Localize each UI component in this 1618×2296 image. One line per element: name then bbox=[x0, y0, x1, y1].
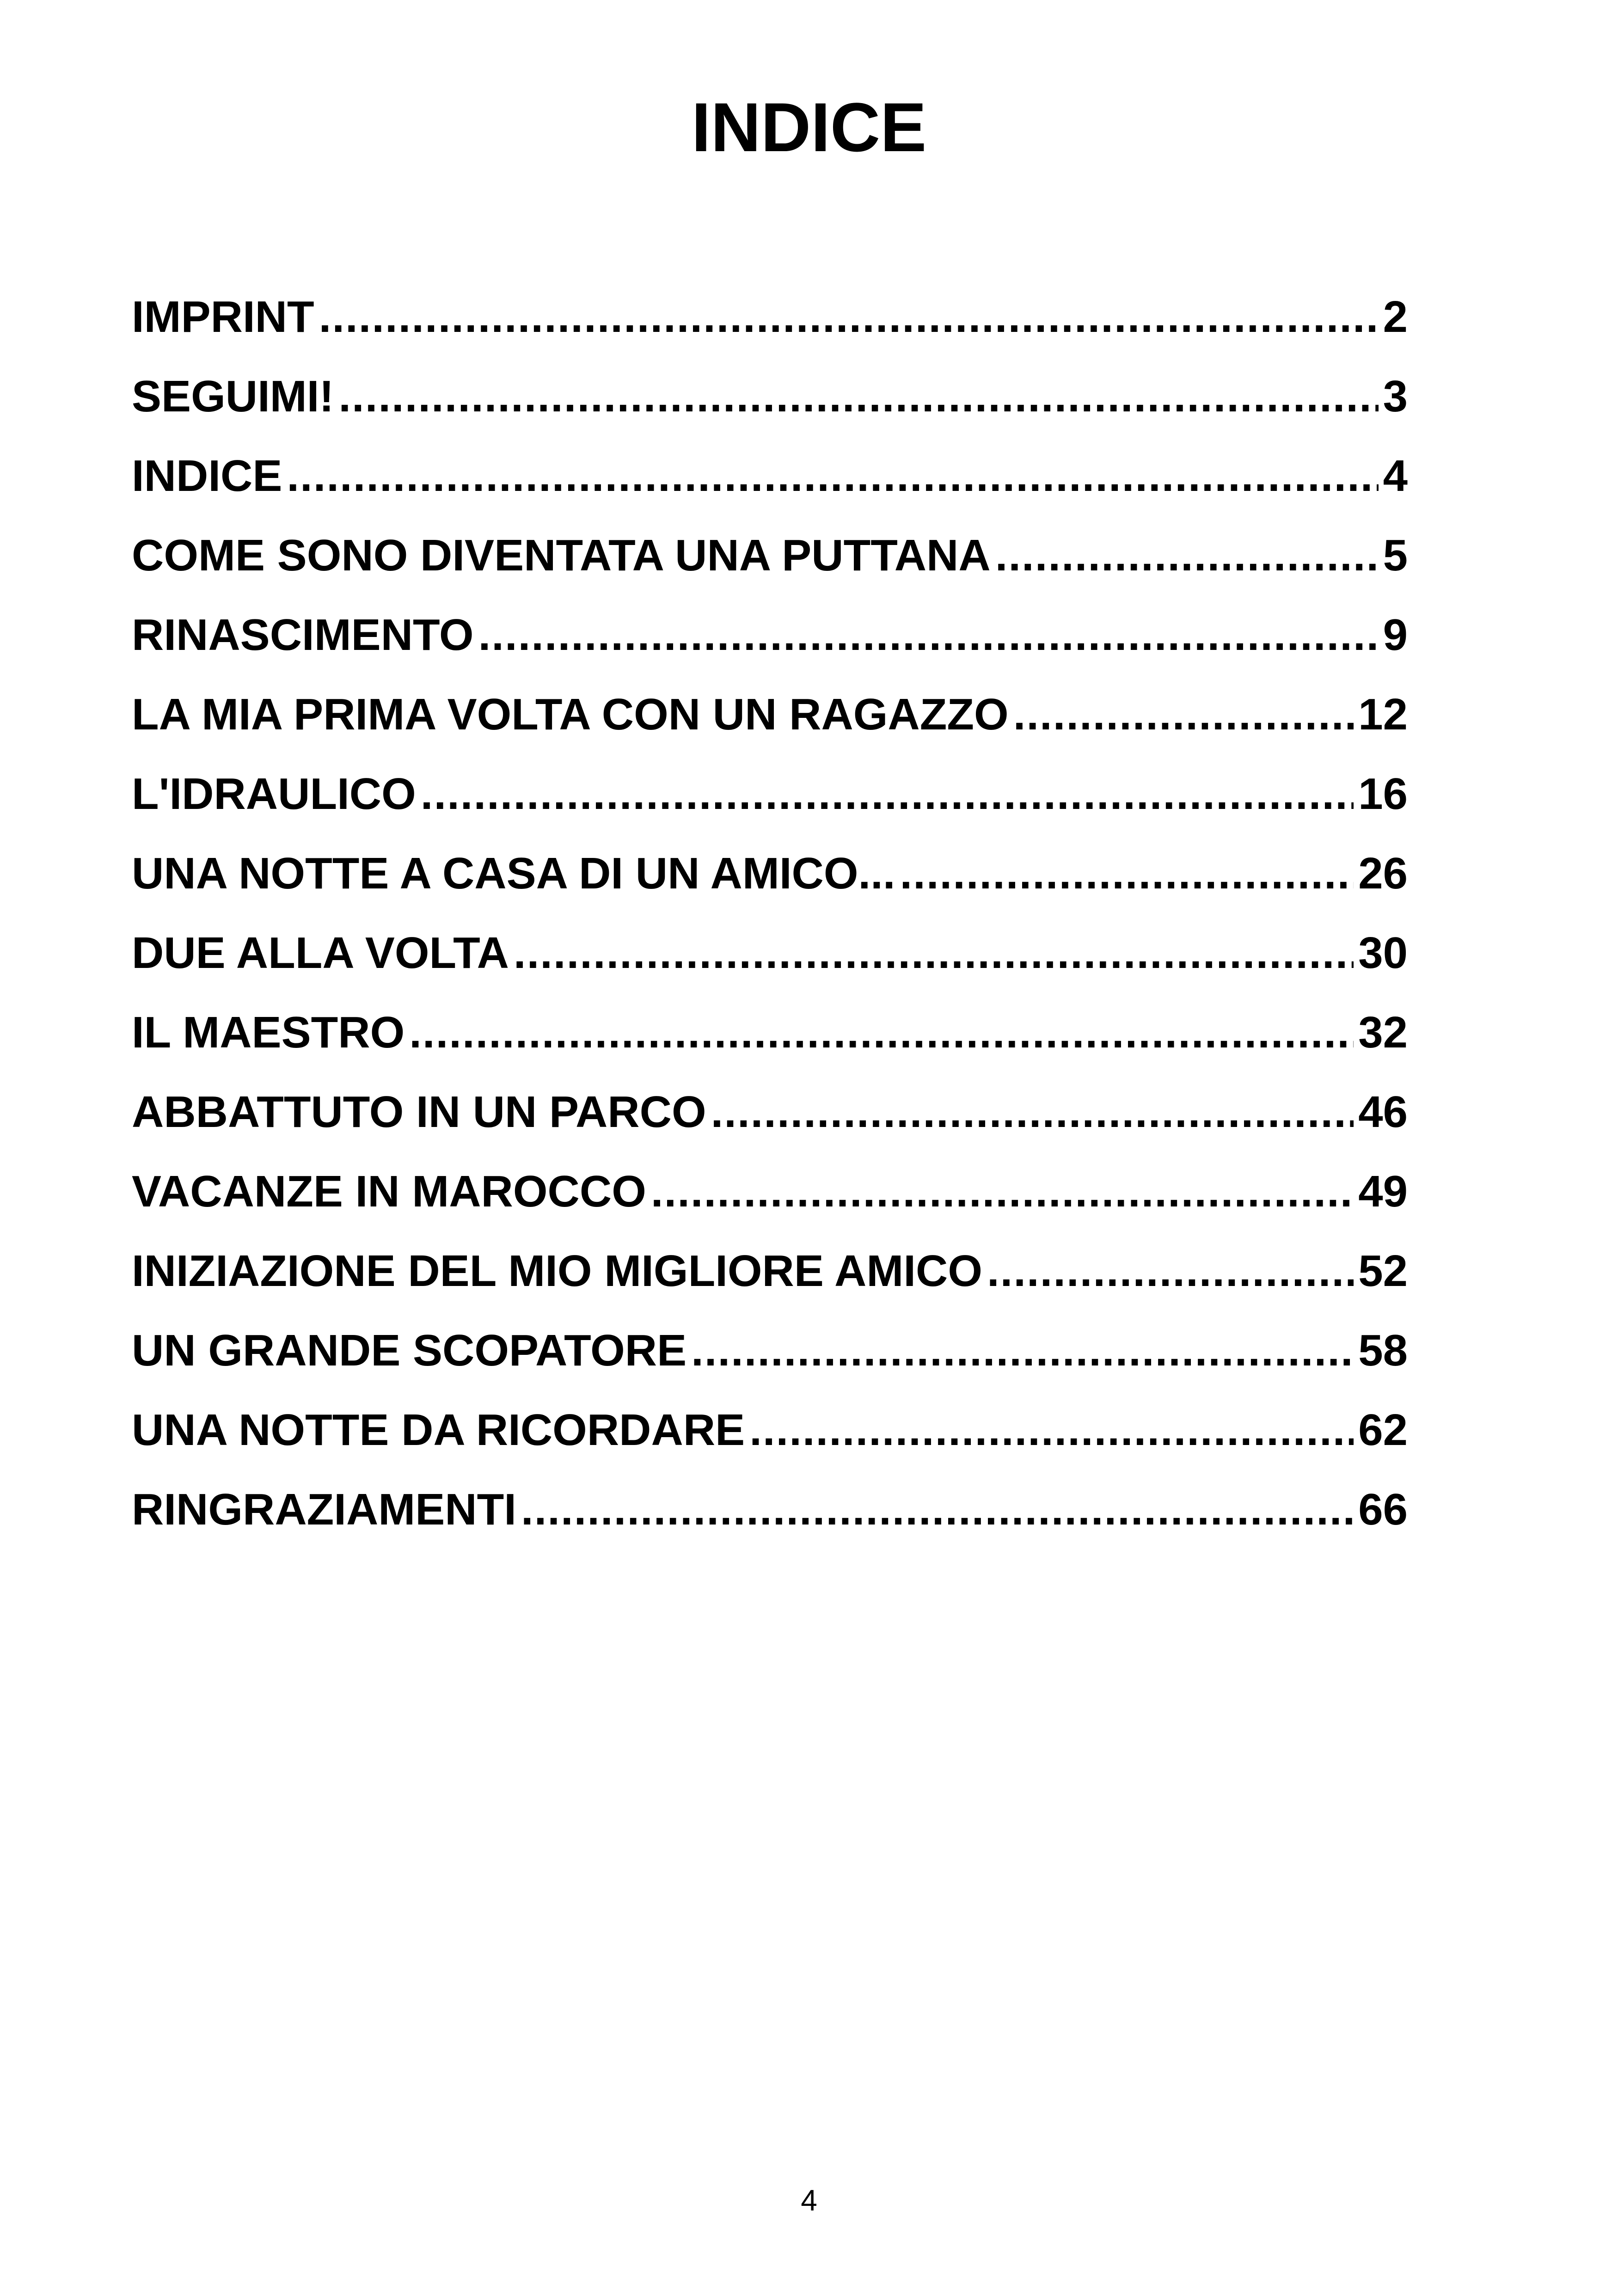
table-of-contents bbox=[132, 277, 1408, 1549]
toc-entry[interactable] bbox=[132, 357, 1408, 436]
toc-entry-title: RINASCIMENTO bbox=[132, 610, 474, 660]
toc-entry-title: LA MIA PRIMA VOLTA CON UN RAGAZZO bbox=[132, 690, 1009, 739]
toc-entry[interactable] bbox=[132, 1072, 1408, 1152]
toc-dot-leader bbox=[287, 436, 1378, 516]
toc-dot-leader bbox=[409, 993, 1354, 1072]
toc-entry[interactable] bbox=[132, 1390, 1408, 1470]
toc-entry-page: 9 bbox=[1383, 610, 1408, 660]
toc-entry-title: SEGUIMI! bbox=[132, 372, 334, 421]
toc-entry-title: INDICE bbox=[132, 451, 282, 501]
toc-entry-page: 16 bbox=[1358, 769, 1408, 819]
toc-entry-page: 46 bbox=[1358, 1087, 1408, 1137]
page-title: INDICE bbox=[691, 88, 927, 166]
toc-entry[interactable] bbox=[132, 1152, 1408, 1231]
toc-entry-page: 3 bbox=[1383, 372, 1408, 421]
toc-entry[interactable] bbox=[132, 1231, 1408, 1311]
toc-entry[interactable] bbox=[132, 834, 1408, 913]
toc-dot-leader bbox=[900, 834, 1354, 913]
toc-entry-title: DUE ALLA VOLTA bbox=[132, 928, 509, 978]
toc-entry-title: COME SONO DIVENTATA UNA PUTTANA bbox=[132, 531, 991, 580]
toc-entry-page: 58 bbox=[1358, 1326, 1408, 1375]
toc-entry-page: 12 bbox=[1358, 690, 1408, 739]
toc-entry-title: UNA NOTTE A CASA DI UN AMICO... bbox=[132, 849, 895, 898]
toc-entry[interactable] bbox=[132, 1470, 1408, 1549]
toc-dot-leader bbox=[1013, 675, 1354, 754]
toc-dot-leader bbox=[711, 1072, 1354, 1152]
toc-entry-page: 49 bbox=[1358, 1167, 1408, 1216]
toc-entry-page: 32 bbox=[1358, 1008, 1408, 1057]
toc-entry[interactable] bbox=[132, 1311, 1408, 1390]
toc-dot-leader bbox=[995, 516, 1379, 595]
toc-entry-title: UN GRANDE SCOPATORE bbox=[132, 1326, 687, 1375]
toc-entry-page: 66 bbox=[1358, 1485, 1408, 1534]
toc-entry[interactable] bbox=[132, 436, 1408, 516]
toc-entry-title: VACANZE IN MAROCCO bbox=[132, 1167, 646, 1216]
toc-dot-leader bbox=[319, 277, 1379, 357]
toc-entry-title: IMPRINT bbox=[132, 292, 314, 342]
toc-entry[interactable] bbox=[132, 913, 1408, 993]
toc-dot-leader bbox=[651, 1152, 1354, 1231]
toc-entry-page: 4 bbox=[1383, 451, 1408, 501]
toc-entry-title: RINGRAZIAMENTI bbox=[132, 1485, 516, 1534]
toc-dot-leader bbox=[749, 1390, 1354, 1470]
toc-entry-page: 52 bbox=[1358, 1246, 1408, 1296]
toc-entry[interactable] bbox=[132, 516, 1408, 595]
toc-entry[interactable] bbox=[132, 675, 1408, 754]
toc-entry-page: 26 bbox=[1358, 849, 1408, 898]
toc-dot-leader bbox=[691, 1311, 1354, 1390]
toc-entry-page: 2 bbox=[1383, 292, 1408, 342]
toc-entry[interactable] bbox=[132, 754, 1408, 834]
toc-entry-title: IL MAESTRO bbox=[132, 1008, 405, 1057]
toc-entry-title: ABBATTUTO IN UN PARCO bbox=[132, 1087, 706, 1137]
toc-entry-page: 5 bbox=[1383, 531, 1408, 580]
toc-entry-title: INIZIAZIONE DEL MIO MIGLIORE AMICO bbox=[132, 1246, 982, 1296]
toc-dot-leader bbox=[478, 595, 1379, 675]
toc-entry-title: L'IDRAULICO bbox=[132, 769, 416, 819]
toc-dot-leader bbox=[338, 357, 1378, 436]
toc-dot-leader bbox=[514, 913, 1354, 993]
toc-dot-leader bbox=[521, 1470, 1354, 1549]
toc-entry[interactable] bbox=[132, 993, 1408, 1072]
toc-dot-leader bbox=[421, 754, 1354, 834]
toc-dot-leader bbox=[987, 1231, 1354, 1311]
toc-entry[interactable] bbox=[132, 595, 1408, 675]
toc-entry[interactable] bbox=[132, 277, 1408, 357]
toc-entry-page: 62 bbox=[1358, 1405, 1408, 1455]
page-number: 4 bbox=[801, 2184, 817, 2217]
toc-entry-page: 30 bbox=[1358, 928, 1408, 978]
toc-entry-title: UNA NOTTE DA RICORDARE bbox=[132, 1405, 745, 1455]
